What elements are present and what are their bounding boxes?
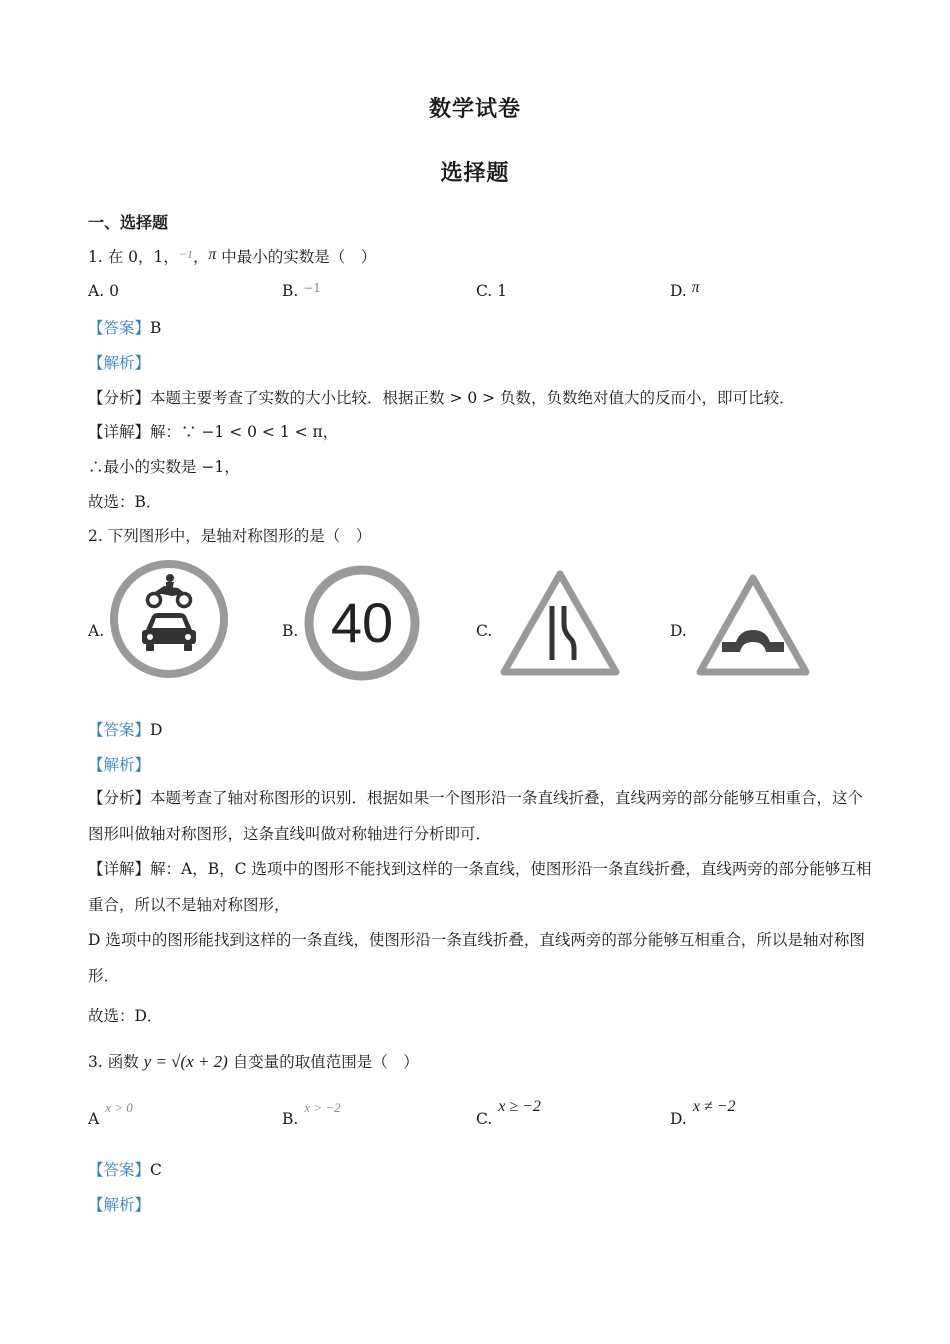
q3-option-a [88,1100,133,1128]
q2-choice: 故选：D． [88,1007,163,1025]
q3-stem-formula: y = √(x + 2) [143,1052,228,1071]
no-vehicles-sign-icon [108,558,230,680]
q3-answer [88,1158,162,1180]
answer-value: D [150,721,163,739]
option-value: −1 [303,281,321,295]
speed-limit-sign-icon [303,564,421,682]
xiangjie-text: 解：∵ −1 < 0 < 1 < π， [150,423,339,441]
fenxi-text: 本题考查了轴对称图形的识别．根据如果一个图形沿一条直线折叠，直线两旁的部分能够互相重合，这个图形叫做轴对称图形，这条直线叫做对称轴进行分析即可． [88,789,864,843]
option-value: x > −2 [304,1100,341,1115]
q3-option-b [282,1100,341,1128]
q1-stem [88,245,376,267]
page-title: 数学试卷 [428,97,521,122]
xiangjie-text: 解：A，B，C 选项中的图形不能找到这样的一条直线，使图形沿一条直线折叠，直线两旁的部分能够互相重合，所以不是轴对称图形， [88,860,872,914]
option-label: A [88,1110,100,1128]
q3-stem-text: 3. 函数 [88,1053,144,1071]
q3-analysis-tag: 【解析】 [88,1196,151,1214]
q2-analysis-tag: 【解析】 [88,756,151,774]
q3-stem-tail: 自变量的取值范围是（ ） [227,1053,419,1071]
answer-value: B [150,319,162,337]
option-label: A. [88,282,110,300]
answer-tag: 【答案】 [88,721,151,739]
q1-stem-neg-one: −1 [178,247,193,261]
option-value: 1 [497,282,508,300]
option-value: π [691,279,700,296]
page-subtitle: 选择题 [440,161,510,186]
fenxi-text: 本题主要考查了实数的大小比较．根据正数 > 0 > 负数，负数绝对值大的反而小，即可比较． [150,389,795,407]
q1-option-a [88,282,119,300]
q1-option-d [670,279,700,301]
option-value: 0 [109,282,119,300]
fenxi-tag: 【分析】 [88,389,151,407]
q2-option-d-label: D. [670,622,687,640]
q1-analysis-tag: 【解析】 [88,354,151,372]
q1-option-b [282,282,321,300]
speed-limit-value: 40 [330,591,394,654]
q1-stem-text: 1. 在 0，1， [88,248,179,266]
option-label: D. [670,282,692,300]
q2-option-b-label: B. [282,622,299,640]
answer-tag: 【答案】 [88,319,151,337]
q1-stem-comma: ， [192,248,209,266]
section-heading: 一、选择题 [88,213,169,232]
q1-xiangjie [88,420,338,442]
option-label: B. [282,282,304,300]
q3-option-d [670,1098,736,1129]
q2-xiangjie-2: D 选项中的图形能找到这样的一条直线，使图形沿一条直线折叠，直线两旁的部分能够互相重合，所以是轴对称图形． [88,931,865,985]
hump-bridge-sign-icon [694,572,812,678]
q1-option-c [476,282,507,300]
q1-stem-tail: 中最小的实数是（ ） [216,248,377,266]
road-narrows-sign-icon [498,568,622,678]
fenxi-tag: 【分析】 [88,789,151,807]
q2-stem: 2. 下列图形中，是轴对称图形的是（ ） [88,527,372,545]
q1-conclusion: ∴最小的实数是 −1， [88,458,240,476]
option-value: x ≠ −2 [692,1098,736,1115]
q1-choice: 故选：B． [88,493,162,511]
q3-stem [88,1050,419,1072]
q1-stem-pi: π [208,246,217,263]
xiangjie-tag: 【详解】 [88,423,151,441]
answer-value: C [150,1161,162,1179]
option-label: B. [282,1110,299,1128]
q2-fenxi [88,780,878,852]
q2-xiangjie [88,851,878,923]
q3-option-c [476,1098,541,1129]
answer-tag: 【答案】 [88,1161,151,1179]
option-label: C. [476,1110,493,1128]
option-value: x > 0 [105,1100,133,1115]
option-label: C. [476,282,498,300]
q2-answer [88,718,162,740]
xiangjie-tag: 【详解】 [88,860,151,878]
q2-option-a-label: A. [88,622,105,640]
option-value: x ≥ −2 [498,1098,541,1115]
q2-option-c-label: C. [476,622,493,640]
option-label: D. [670,1110,687,1128]
q1-answer [88,316,161,338]
q1-fenxi [88,386,795,408]
